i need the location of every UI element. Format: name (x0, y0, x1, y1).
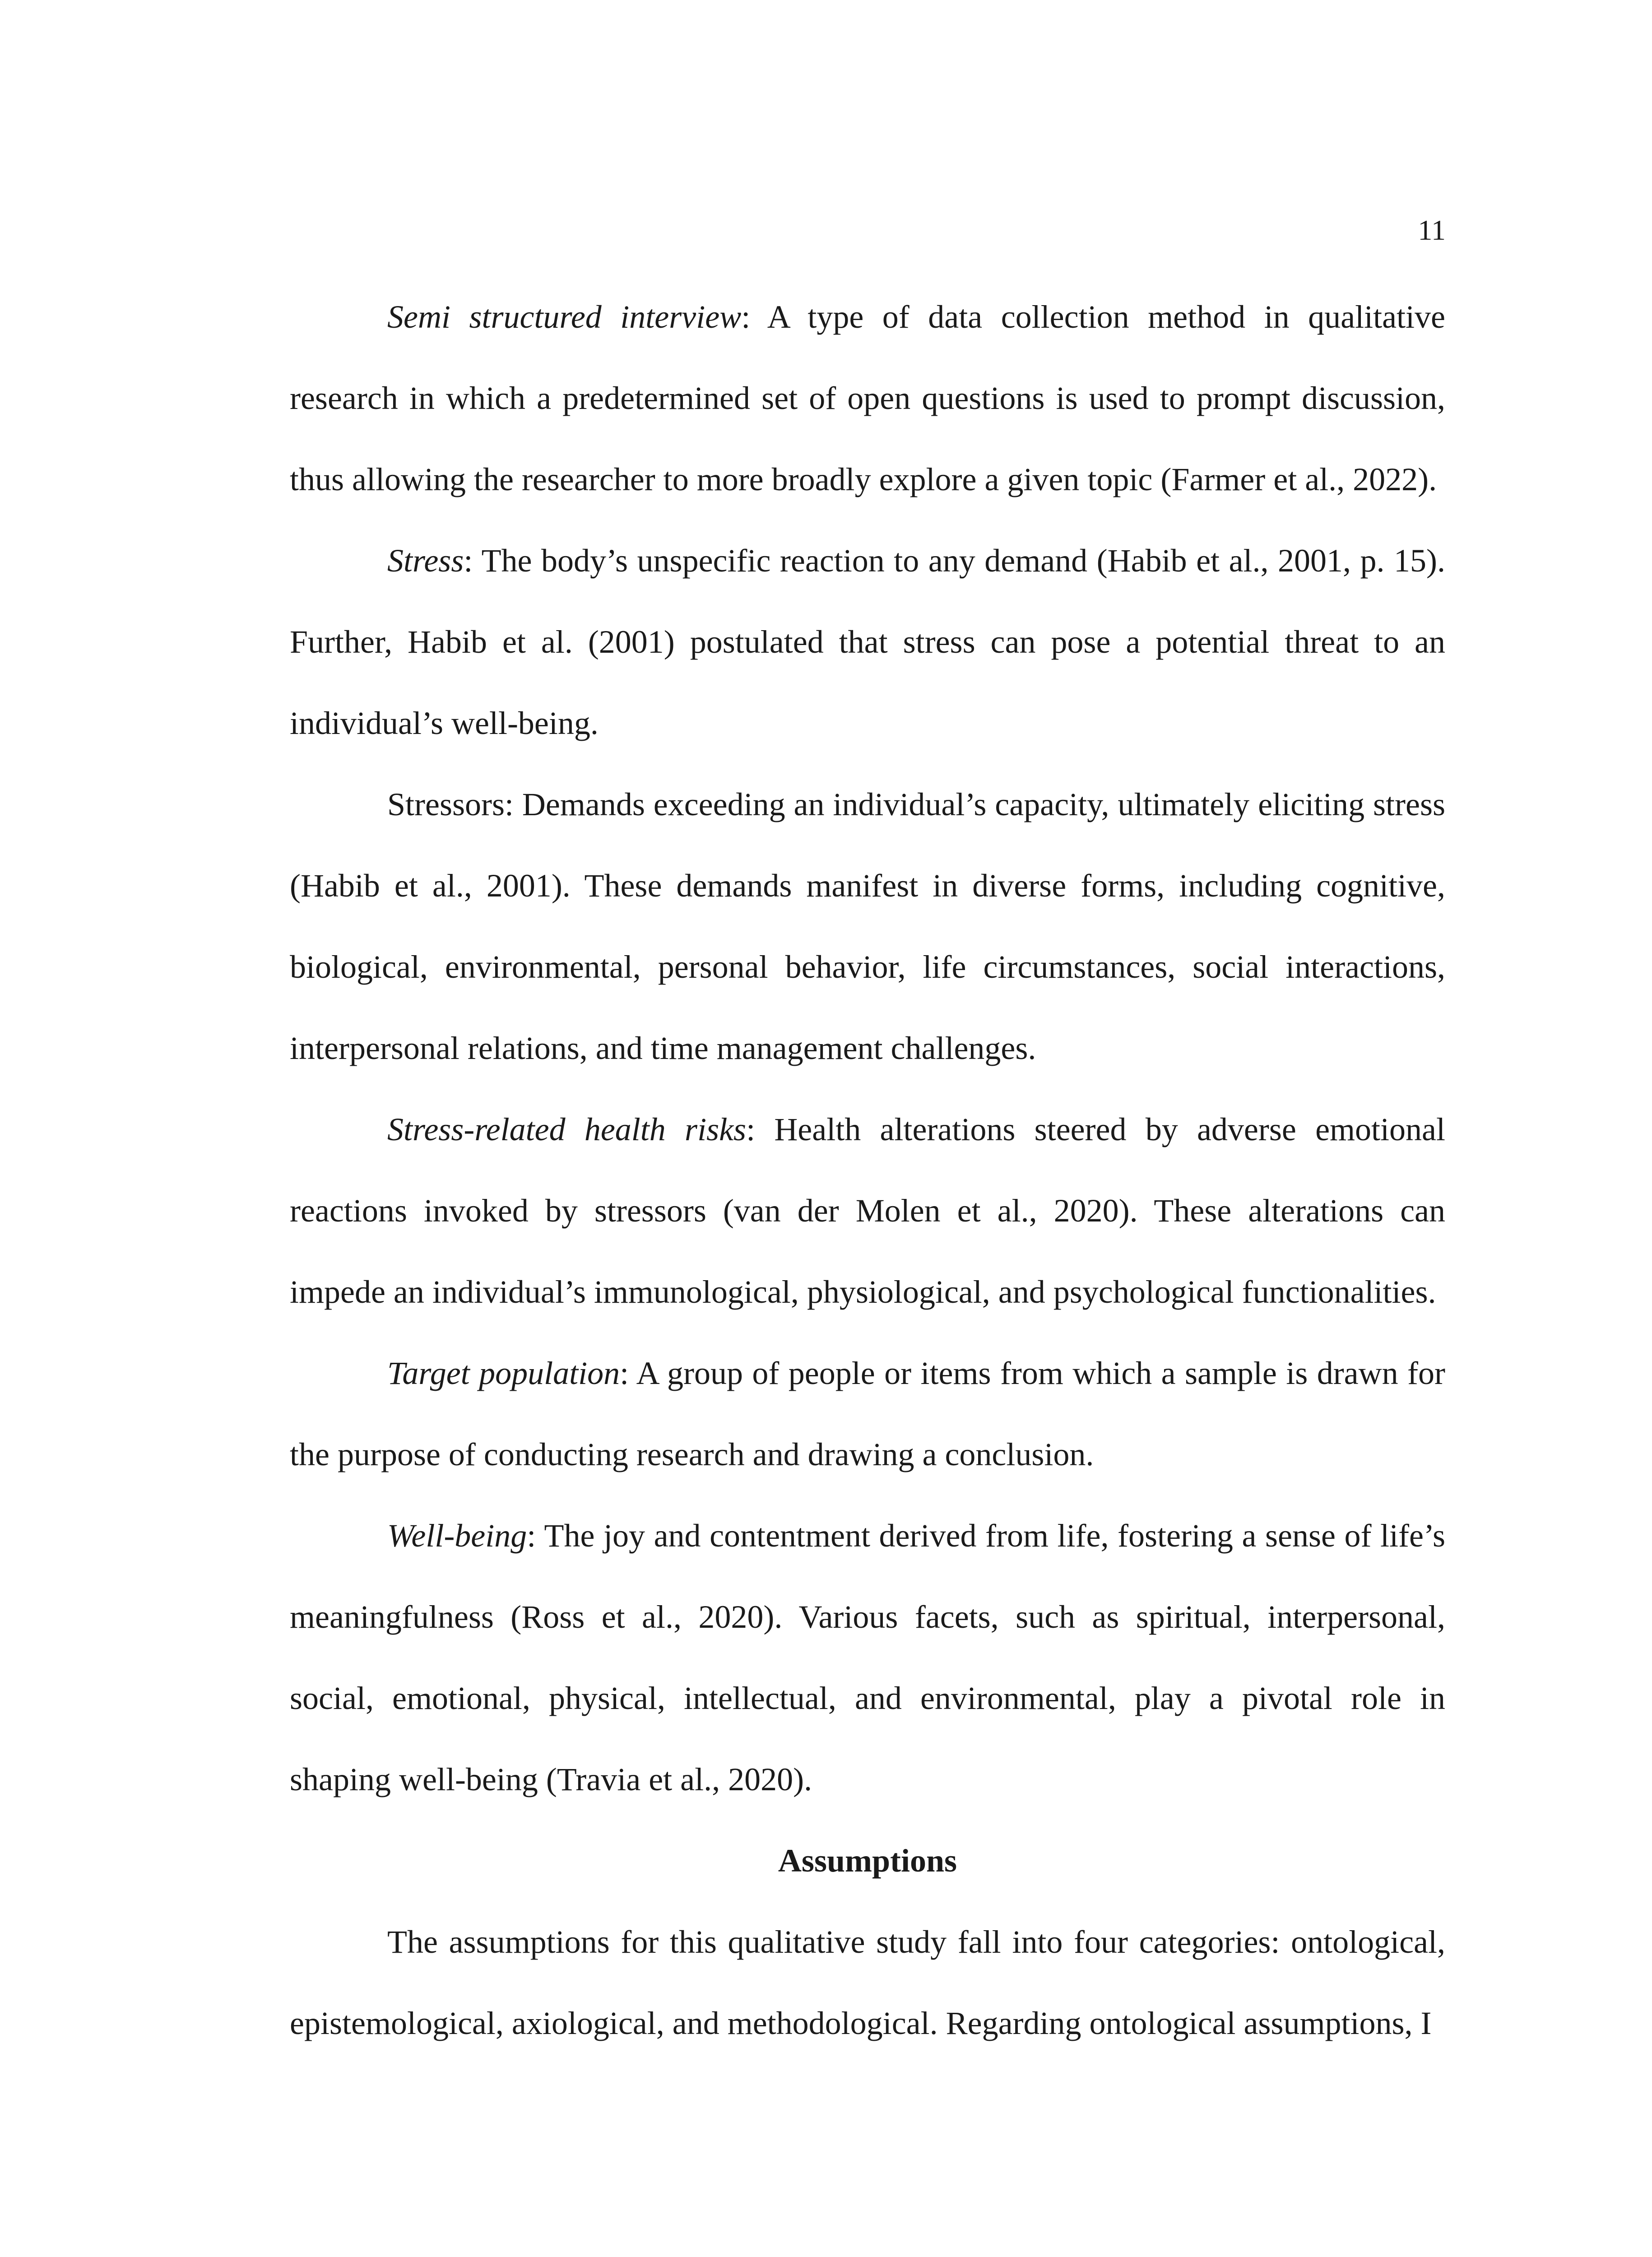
definition-text: A type of data collection method in qualitative research in which a predetermined set of open questions is used to prompt discussion, thus allowing the researcher to more broadly explore a given topic (Farmer et al., 2022). (290, 299, 1446, 497)
definition-separator: : (464, 543, 482, 579)
definition-separator: : (620, 1355, 636, 1391)
definition-term: Stressors (387, 786, 505, 822)
definition-term: Stress-related health risks (387, 1111, 747, 1147)
definition-term: Semi structured interview (387, 299, 742, 335)
definition-separator: : (746, 1111, 775, 1147)
definition-stress (290, 520, 1445, 764)
definition-semi-structured-interview (290, 276, 1445, 520)
definition-text: The body’s unspecific reaction to any demand (Habib et al., 2001, p. 15). Further, Habib et al. (2001) postulated that stress can pose a potential threat to an individual’s well-being. (290, 543, 1446, 741)
definition-target-population (290, 1333, 1445, 1495)
section-heading: Assumptions (778, 1843, 957, 1879)
definition-text: A group of people or items from which a sample is drawn for the purpose of conducting research and drawing a conclusion. (290, 1355, 1445, 1472)
definition-separator: : (741, 299, 767, 335)
definition-text: Health alterations steered by adverse emotional reactions invoked by stressors (van der Molen et al., 2020). These alterations can impede an individual’s immunological, physiological, and psychological functionalities. (290, 1111, 1445, 1310)
definition-text: Demands exceeding an individual’s capacity, ultimately eliciting stress (Habib et al., 2001). These demands manifest in diverse forms, including cognitive, biological, environmental, personal behavior, life circumstances, social interactions, interpersonal relations, and time management challenges. (290, 786, 1445, 1066)
definition-separator: : (505, 786, 522, 822)
definition-term: Stress (387, 543, 464, 579)
definition-term: Well-being (387, 1518, 527, 1554)
page-number: 11 (1418, 214, 1446, 246)
definition-text: The joy and contentment derived from life, fostering a sense of life’s meaningfulness (Ross et al., 2020). Various facets, such as spiritual, interpersonal, social, emotional, physical, intellectual, and environmental, play a pivotal role in shaping well-being (Travia et al., 2020). (290, 1518, 1446, 1797)
definition-separator: : (527, 1518, 544, 1554)
definition-well-being (290, 1495, 1445, 1820)
definition-stress-related-health-risks (290, 1089, 1445, 1333)
definition-stressors (290, 764, 1445, 1089)
page-body (290, 276, 1445, 2064)
definition-term: Target population (387, 1355, 620, 1391)
section-paragraph: The assumptions for this qualitative study fall into four categories: ontological, epistemological, axiological, and methodological. Regarding ontological assumptions, I (290, 1924, 1445, 2041)
